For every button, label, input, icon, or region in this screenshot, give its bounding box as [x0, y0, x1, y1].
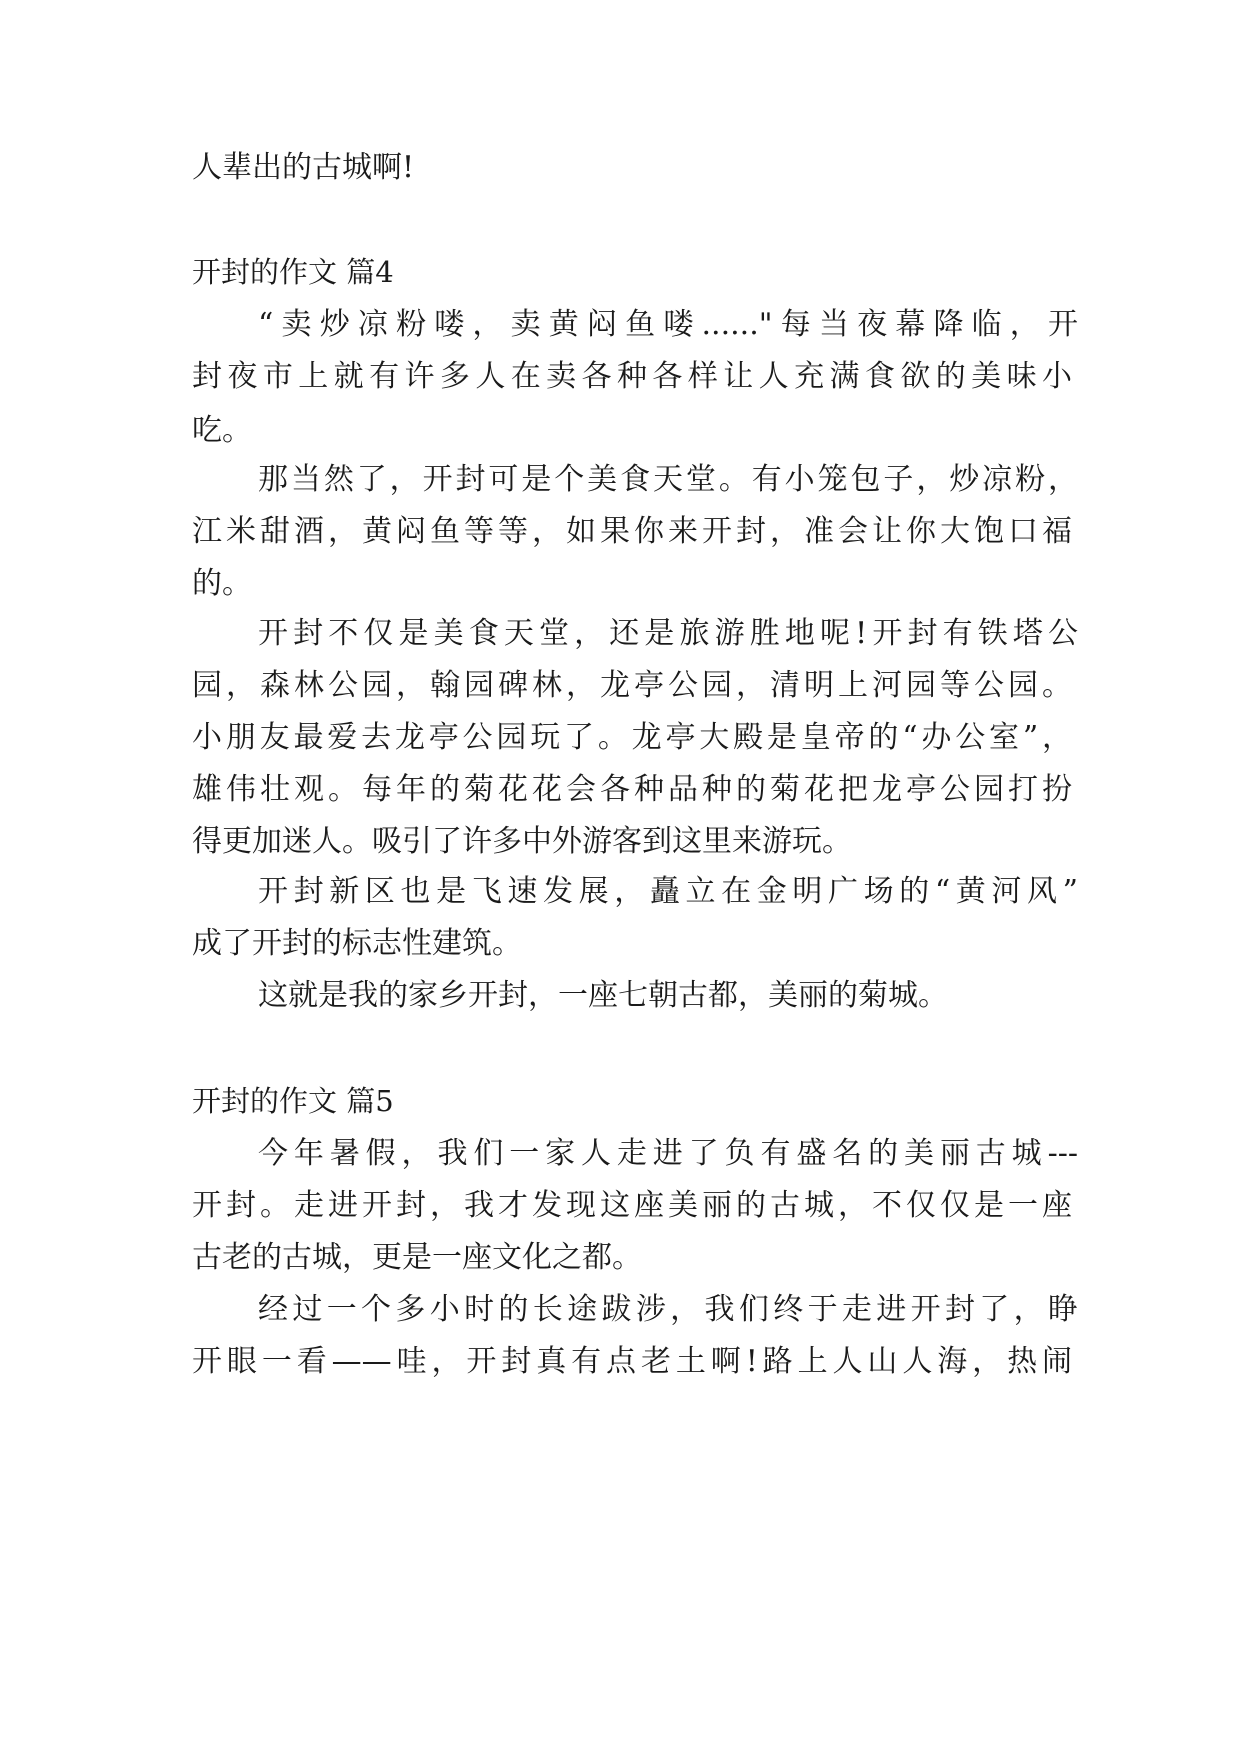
- text-line: 开眼一看——哇，开封真有点老土啊!路上人山人海，热闹: [192, 1344, 1072, 1379]
- text-line: 开封新区也是飞速发展，矗立在金明广场的“黄河风”: [258, 874, 1078, 909]
- text-line: 经过一个多小时的长途跋涉，我们终于走进开封了，睁: [258, 1292, 1078, 1327]
- text-line: “卖炒凉粉喽，卖黄闷鱼喽......"每当夜幕降临，开: [258, 307, 1078, 342]
- text-line: 园，森林公园，翰园碑林，龙亭公园，清明上河园等公园。: [192, 668, 1072, 703]
- text-line: 开封。走进开封，我才发现这座美丽的古城，不仅仅是一座: [192, 1188, 1072, 1223]
- section-heading: 开封的作文 篇5: [192, 1084, 394, 1118]
- text-line: 人辈出的古城啊!: [192, 150, 415, 185]
- text-line: 成了开封的标志性建筑。: [192, 926, 522, 961]
- text-line: 这就是我的家乡开封，一座七朝古都，美丽的菊城。: [258, 978, 948, 1013]
- text-line: 吃。: [192, 413, 252, 448]
- text-line: 的。: [192, 566, 252, 601]
- text-line: 小朋友最爱去龙亭公园玩了。龙亭大殿是皇帝的“办公室”，: [192, 720, 1072, 755]
- text-line: 得更加迷人。吸引了许多中外游客到这里来游玩。: [192, 824, 852, 859]
- text-line: 封夜市上就有许多人在卖各种各样让人充满食欲的美味小: [192, 359, 1072, 394]
- text-line: 开封不仅是美食天堂，还是旅游胜地呢!开封有铁塔公: [258, 616, 1078, 651]
- text-line: 那当然了，开封可是个美食天堂。有小笼包子，炒凉粉，: [258, 462, 1078, 497]
- section-heading: 开封的作文 篇4: [192, 255, 394, 289]
- text-line: 古老的古城，更是一座文化之都。: [192, 1240, 642, 1275]
- text-line: 雄伟壮观。每年的菊花花会各种品种的菊花把龙亭公园打扮: [192, 772, 1072, 807]
- text-line: 江米甜酒，黄闷鱼等等，如果你来开封，准会让你大饱口福: [192, 514, 1072, 549]
- text-line: 今年暑假，我们一家人走进了负有盛名的美丽古城---: [258, 1136, 1078, 1171]
